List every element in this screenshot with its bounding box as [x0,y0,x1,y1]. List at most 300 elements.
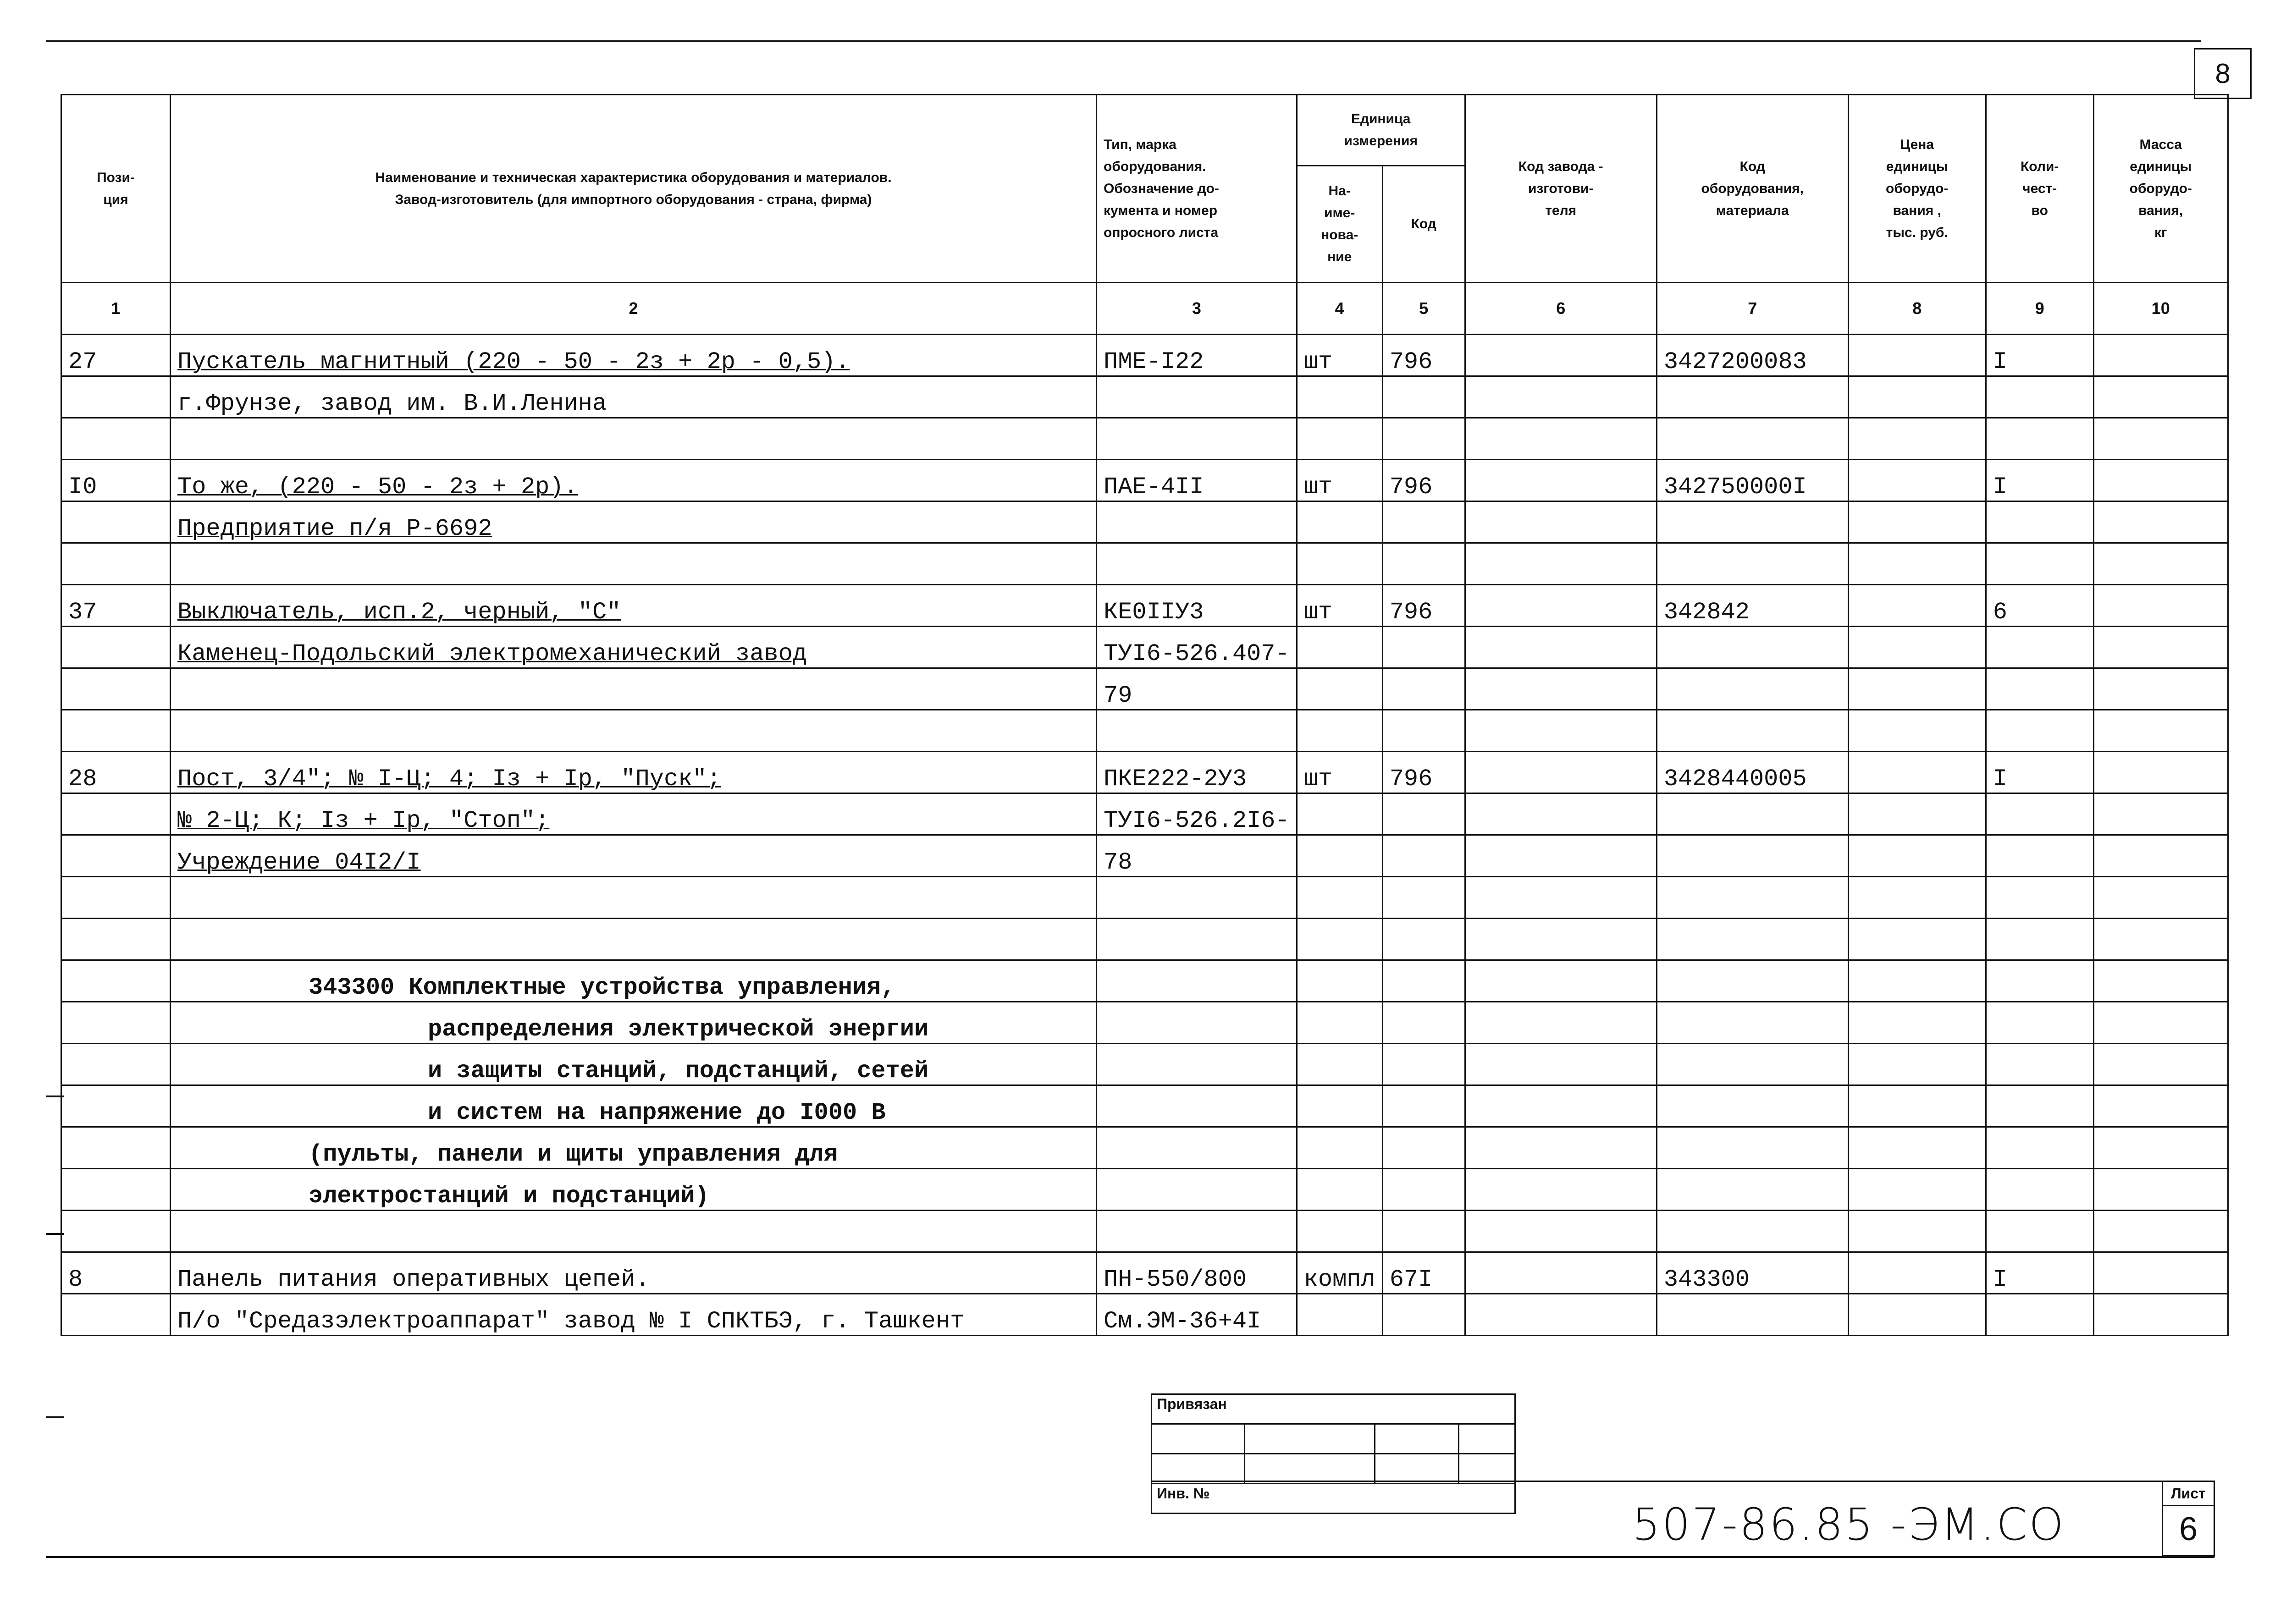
row-unit: шт [1297,585,1382,627]
stamp-inventory: Инв. № [1152,1484,1515,1514]
row-mass [2093,752,2228,793]
col-number: 10 [2093,283,2228,335]
row-unit [1297,543,1382,585]
row-quantity: I [1986,460,2093,501]
row-unit [1297,668,1382,710]
row-name: Выключатель, исп.2, черный, "С" [171,585,1097,627]
row-name: Панель питания оперативных цепей. [171,1252,1097,1294]
row-name: П/о "Средазэлектроаппарат" завод № I СПКТБЭ, г. Ташкент [171,1294,1097,1336]
row-position [61,376,171,418]
row-type [1097,919,1297,960]
row-plant-code [1465,543,1657,585]
row-unit: шт [1297,752,1382,793]
row-mass [2093,960,2228,1002]
row-price [1848,1169,1986,1211]
col-number: 2 [171,283,1097,335]
row-type [1097,877,1297,919]
row-position [61,543,171,585]
row-plant-code [1465,418,1657,460]
stamp-privyazan: Привязан [1152,1394,1515,1424]
row-mass [2093,1294,2228,1336]
table-row [61,460,2228,501]
row-type: 78 [1097,835,1297,877]
row-quantity: 6 [1986,585,2093,627]
row-price [1848,627,1986,668]
header-equipment-code: Код оборудования, материала [1657,95,1848,283]
row-mass [2093,1127,2228,1169]
row-type [1097,1169,1297,1211]
row-name: Пост, 3/4"; № I-Ц; 4; Iз + Iр, "Пуск"; [171,752,1097,793]
row-type [1097,1127,1297,1169]
table-row [61,710,2228,752]
row-type [1097,1002,1297,1044]
row-plant-code [1465,460,1657,501]
row-quantity [1986,418,2093,460]
row-mass [2093,335,2228,376]
row-unit-code: 796 [1382,585,1465,627]
row-type: КЕ0IIУ3 [1097,585,1297,627]
table-row [61,835,2228,877]
row-type [1097,960,1297,1002]
table-row [61,335,2228,376]
top-sheet-number: 8 [2194,48,2252,99]
row-type [1097,710,1297,752]
header-unit-name: На- име- нова- ние [1297,166,1382,283]
row-equipment-code [1657,710,1848,752]
row-price [1848,1085,1986,1127]
row-unit [1297,710,1382,752]
row-type: ТУI6-526.2I6- [1097,793,1297,835]
row-equipment-code: 342842 [1657,585,1848,627]
row-equipment-code [1657,1127,1848,1169]
row-price [1848,752,1986,793]
row-mass [2093,1085,2228,1127]
row-position: 8 [61,1252,171,1294]
table-row [61,1085,2228,1127]
table-row [61,752,2228,793]
row-name: 343300 Комплектные устройства управления, [171,960,1097,1002]
row-quantity [1986,1169,2093,1211]
row-position [61,627,171,668]
table-row [61,1294,2228,1336]
row-name [171,418,1097,460]
margin-tick [46,1233,64,1235]
row-name: распределения электрической энергии [171,1002,1097,1044]
row-position [61,1211,171,1252]
row-price [1848,335,1986,376]
row-price [1848,543,1986,585]
row-name: Каменец-Подольский электромеханический завод [171,627,1097,668]
header-quantity: Коли- чест- во [1986,95,2093,283]
row-unit-code [1382,1085,1465,1127]
row-name: Пускатель магнитный (220 - 50 - 2з + 2р - 0,5). [171,335,1097,376]
row-mass [2093,1211,2228,1252]
row-plant-code [1465,877,1657,919]
header-type: Тип, марка оборудования. Обозначение до- кумента и номер опросного листа [1097,95,1297,283]
row-unit [1297,1294,1382,1336]
header-unit-code: Код [1382,166,1465,283]
row-price [1848,376,1986,418]
row-quantity [1986,919,2093,960]
row-unit-code [1382,1127,1465,1169]
row-plant-code [1465,335,1657,376]
row-position: 27 [61,335,171,376]
row-price [1848,710,1986,752]
row-name: и систем на напряжение до I000 В [171,1085,1097,1127]
row-unit-code [1382,376,1465,418]
row-mass [2093,376,2228,418]
row-name [171,668,1097,710]
row-mass [2093,668,2228,710]
row-plant-code [1465,919,1657,960]
row-mass [2093,1169,2228,1211]
row-quantity: I [1986,752,2093,793]
row-unit-code [1382,501,1465,543]
row-equipment-code [1657,1294,1848,1336]
frame-bottom [46,1556,2214,1558]
row-price [1848,1294,1986,1336]
row-price [1848,1252,1986,1294]
row-unit-code [1382,1044,1465,1085]
row-type: ПКЕ222-2У3 [1097,752,1297,793]
row-equipment-code [1657,1002,1848,1044]
specification-table [61,94,2229,1336]
table-row [61,877,2228,919]
row-quantity [1986,627,2093,668]
row-unit [1297,1002,1382,1044]
row-quantity [1986,1127,2093,1169]
row-position: I0 [61,460,171,501]
row-unit-code: 796 [1382,752,1465,793]
row-name [171,877,1097,919]
row-equipment-code [1657,960,1848,1002]
table-row [61,627,2228,668]
row-quantity [1986,543,2093,585]
row-type [1097,1044,1297,1085]
row-plant-code [1465,376,1657,418]
col-number: 3 [1097,283,1297,335]
row-name: электростанций и подстанций) [171,1169,1097,1211]
row-unit [1297,1211,1382,1252]
row-type [1097,376,1297,418]
row-position [61,710,171,752]
row-name: г.Фрунзе, завод им. В.И.Ленина [171,376,1097,418]
row-position [61,1127,171,1169]
table-row [61,793,2228,835]
row-plant-code [1465,1294,1657,1336]
row-unit-code [1382,1169,1465,1211]
row-price [1848,1211,1986,1252]
table-row [61,960,2228,1002]
row-mass [2093,418,2228,460]
row-name [171,919,1097,960]
row-unit [1297,627,1382,668]
row-unit [1297,919,1382,960]
margin-tick [46,1416,64,1418]
row-price [1848,960,1986,1002]
document-code: 507-86.85 -ЭМ.СО [1632,1499,2065,1550]
row-position: 37 [61,585,171,627]
row-quantity [1986,835,2093,877]
row-mass [2093,627,2228,668]
row-position [61,1169,171,1211]
row-plant-code [1465,627,1657,668]
row-equipment-code [1657,668,1848,710]
row-quantity [1986,1044,2093,1085]
table-row [61,585,2228,627]
row-mass [2093,1252,2228,1294]
row-type: ПМЕ-I22 [1097,335,1297,376]
row-quantity [1986,710,2093,752]
table-row [61,418,2228,460]
row-type: ТУI6-526.407- [1097,627,1297,668]
table-row [61,668,2228,710]
row-quantity [1986,1002,2093,1044]
title-block-rule [1151,1481,2164,1482]
row-position [61,1044,171,1085]
row-equipment-code [1657,919,1848,960]
col-number: 8 [1848,283,1986,335]
top-rule [46,40,2201,42]
table-row [61,1002,2228,1044]
row-unit-code [1382,919,1465,960]
row-unit [1297,1127,1382,1169]
row-unit: шт [1297,335,1382,376]
row-quantity [1986,376,2093,418]
row-unit [1297,877,1382,919]
table-row [61,1127,2228,1169]
row-name: и защиты станций, подстанций, сетей [171,1044,1097,1085]
row-price [1848,1002,1986,1044]
row-price [1848,1044,1986,1085]
row-plant-code [1465,1044,1657,1085]
row-equipment-code: 342750000I [1657,460,1848,501]
row-mass [2093,501,2228,543]
row-plant-code [1465,752,1657,793]
row-equipment-code: 3428440005 [1657,752,1848,793]
row-name [171,710,1097,752]
row-plant-code [1465,1002,1657,1044]
header-price: Цена единицы оборудо- вания , тыс. руб. [1848,95,1986,283]
col-number: 9 [1986,283,2093,335]
row-unit [1297,1169,1382,1211]
row-type: ПН-550/800 [1097,1252,1297,1294]
sheet-label: Лист [2163,1482,2214,1506]
table-body [61,335,2228,1336]
sheet-box [2162,1481,2215,1557]
row-unit [1297,376,1382,418]
margin-tick [46,1096,64,1097]
row-position [61,501,171,543]
row-equipment-code [1657,376,1848,418]
row-type [1097,1211,1297,1252]
row-equipment-code [1657,1169,1848,1211]
row-equipment-code [1657,877,1848,919]
row-unit: шт [1297,460,1382,501]
row-quantity [1986,793,2093,835]
row-unit-code [1382,877,1465,919]
row-quantity [1986,1294,2093,1336]
row-unit [1297,793,1382,835]
row-equipment-code: 343300 [1657,1252,1848,1294]
row-mass [2093,585,2228,627]
row-unit: компл [1297,1252,1382,1294]
row-type [1097,543,1297,585]
header-position: Пози- ция [61,95,171,283]
row-name: Предприятие п/я Р-6692 [171,501,1097,543]
row-unit-code [1382,710,1465,752]
row-unit [1297,835,1382,877]
row-quantity [1986,1211,2093,1252]
row-price [1848,585,1986,627]
header-plant-code: Код завода - изготови- теля [1465,95,1657,283]
row-unit-code [1382,418,1465,460]
col-number: 6 [1465,283,1657,335]
row-price [1848,668,1986,710]
row-quantity [1986,501,2093,543]
row-unit [1297,1085,1382,1127]
row-mass [2093,793,2228,835]
row-position [61,1085,171,1127]
row-unit-code: 67I [1382,1252,1465,1294]
row-price [1848,418,1986,460]
row-price [1848,793,1986,835]
row-unit-code [1382,835,1465,877]
row-mass [2093,1044,2228,1085]
row-plant-code [1465,1127,1657,1169]
table-row [61,1211,2228,1252]
row-unit-code: 796 [1382,460,1465,501]
row-position [61,919,171,960]
row-plant-code [1465,1252,1657,1294]
row-plant-code [1465,710,1657,752]
row-position [61,835,171,877]
table-row [61,501,2228,543]
row-mass [2093,835,2228,877]
row-quantity [1986,877,2093,919]
row-plant-code [1465,1169,1657,1211]
row-unit-code [1382,1294,1465,1336]
row-name: Учреждение 04I2/I [171,835,1097,877]
row-price [1848,460,1986,501]
header-unit-group: Единица измерения [1297,95,1465,166]
row-equipment-code [1657,418,1848,460]
row-quantity [1986,668,2093,710]
table-row [61,1169,2228,1211]
row-equipment-code [1657,1044,1848,1085]
header-name: Наименование и техническая характеристика оборудования и материалов. Завод-изготовитель (для импортного оборудования - страна, фирма) [171,95,1097,283]
row-name: То же, (220 - 50 - 2з + 2р). [171,460,1097,501]
row-plant-code [1465,835,1657,877]
row-quantity [1986,1085,2093,1127]
row-type [1097,501,1297,543]
col-number: 1 [61,283,171,335]
row-type: ПАЕ-4II [1097,460,1297,501]
row-unit [1297,1044,1382,1085]
row-equipment-code [1657,793,1848,835]
row-plant-code [1465,1211,1657,1252]
row-quantity [1986,960,2093,1002]
table-row [61,919,2228,960]
row-position [61,960,171,1002]
row-quantity: I [1986,1252,2093,1294]
row-mass [2093,710,2228,752]
row-price [1848,501,1986,543]
row-unit-code [1382,1002,1465,1044]
row-position [61,418,171,460]
row-equipment-code [1657,1211,1848,1252]
row-plant-code [1465,960,1657,1002]
row-type: См.ЭМ-36+4I [1097,1294,1297,1336]
row-equipment-code [1657,501,1848,543]
sheet-value: 6 [2179,1511,2198,1547]
col-number: 5 [1382,283,1465,335]
row-plant-code [1465,585,1657,627]
row-name: (пульты, панели и щиты управления для [171,1127,1097,1169]
row-name [171,1211,1097,1252]
col-number: 4 [1297,283,1382,335]
row-mass [2093,919,2228,960]
row-mass [2093,543,2228,585]
row-type: 79 [1097,668,1297,710]
row-mass [2093,460,2228,501]
table-row [61,543,2228,585]
row-name [171,543,1097,585]
row-unit [1297,501,1382,543]
row-position [61,1294,171,1336]
row-equipment-code: 3427200083 [1657,335,1848,376]
row-equipment-code [1657,1085,1848,1127]
row-unit [1297,960,1382,1002]
row-position [61,877,171,919]
row-unit-code [1382,668,1465,710]
row-equipment-code [1657,835,1848,877]
approval-stamp [1151,1393,1516,1514]
row-type [1097,1085,1297,1127]
table-row [61,1252,2228,1294]
row-type [1097,418,1297,460]
row-position [61,793,171,835]
row-unit-code [1382,1211,1465,1252]
row-quantity: I [1986,335,2093,376]
col-number: 7 [1657,283,1848,335]
row-unit-code [1382,793,1465,835]
table-row [61,376,2228,418]
row-price [1848,919,1986,960]
row-equipment-code [1657,627,1848,668]
row-position [61,668,171,710]
row-price [1848,1127,1986,1169]
row-unit-code: 796 [1382,335,1465,376]
table-row [61,1044,2228,1085]
row-position: 28 [61,752,171,793]
row-plant-code [1465,1085,1657,1127]
row-price [1848,835,1986,877]
row-mass [2093,1002,2228,1044]
row-plant-code [1465,668,1657,710]
row-unit [1297,418,1382,460]
header-mass: Масса единицы оборудо- вания, кг [2093,95,2228,283]
row-plant-code [1465,501,1657,543]
row-unit-code [1382,627,1465,668]
row-price [1848,877,1986,919]
row-plant-code [1465,793,1657,835]
row-name: № 2-Ц; К; Iз + Iр, "Стоп"; [171,793,1097,835]
row-unit-code [1382,543,1465,585]
row-equipment-code [1657,543,1848,585]
row-unit-code [1382,960,1465,1002]
row-mass [2093,877,2228,919]
